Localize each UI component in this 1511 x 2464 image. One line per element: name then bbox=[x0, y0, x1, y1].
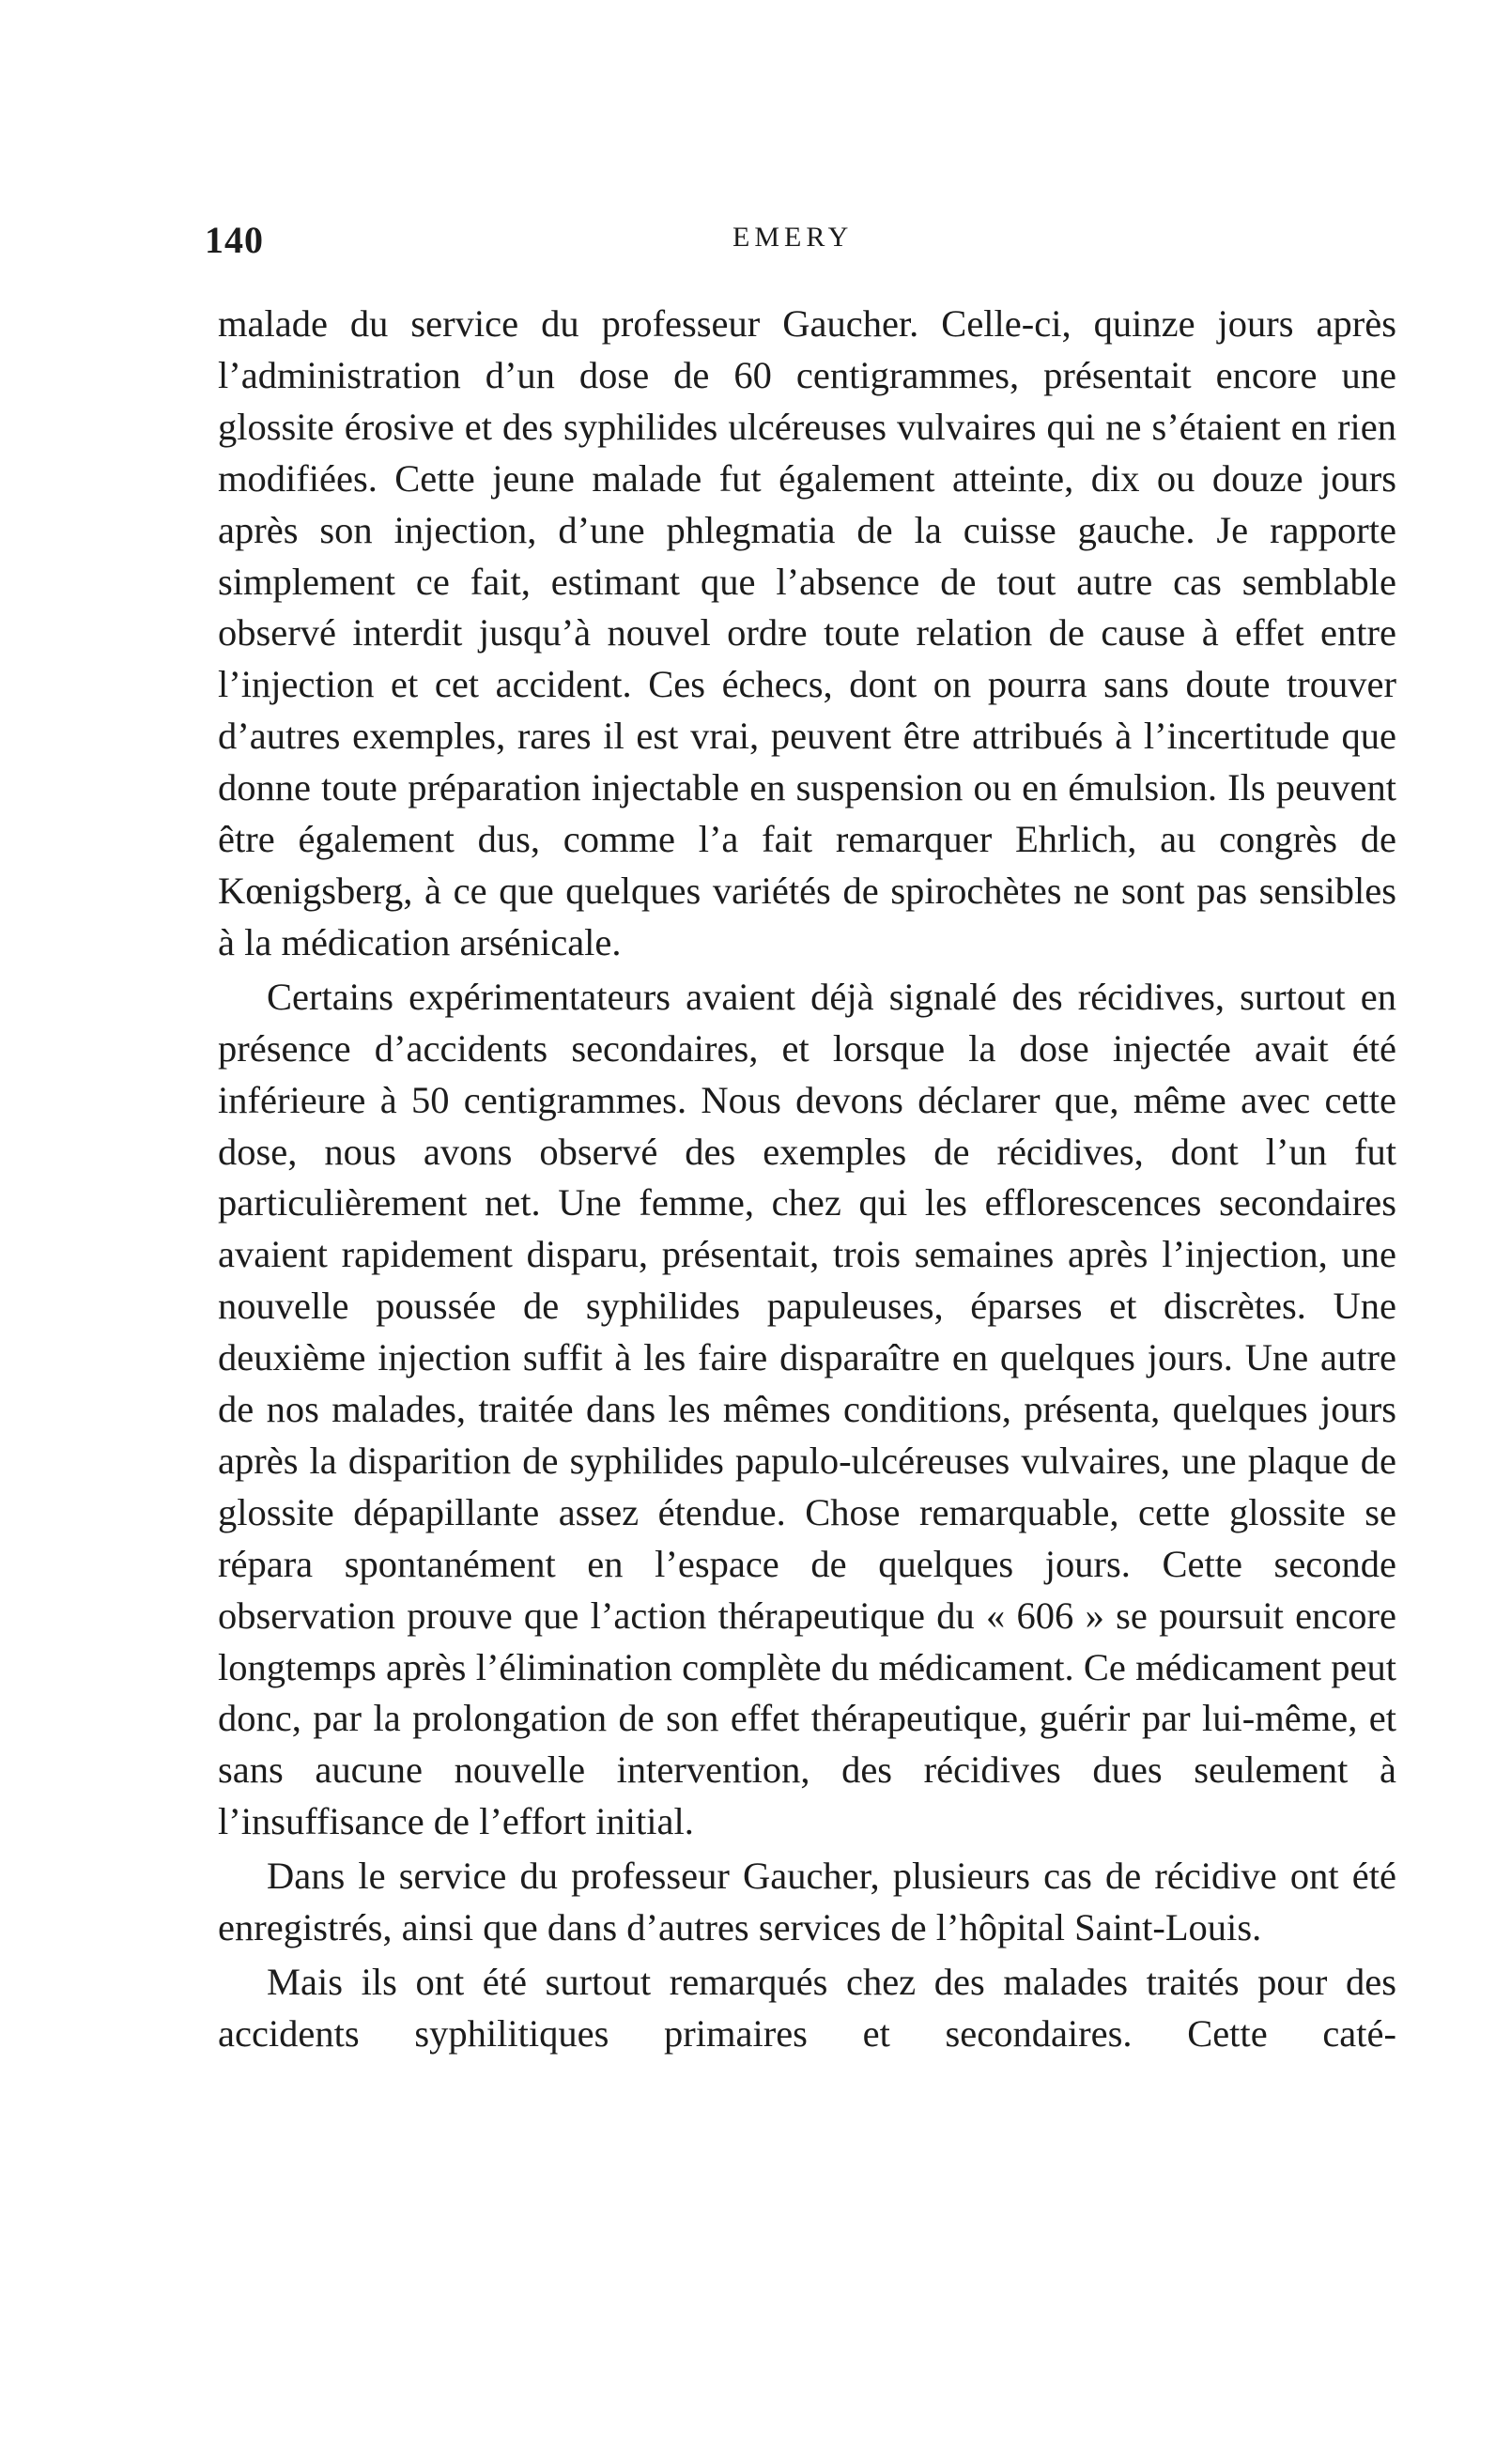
page-number: 140 bbox=[205, 219, 264, 261]
running-title: EMERY bbox=[732, 222, 854, 253]
paragraph-1: malade du service du professeur Gaucher. Celle-ci, quinze jours après l’administration d’un dose de 60 centigrammes, présentait encore une glossite érosive et des syphilides ulcéreuses vulvaires qui ne s’étaient en rien modifiées. Cette jeune malade fut également atteinte, dix ou douze jours après son injection, d’une phlegmatia de la cuisse gauche. Je rapporte simplement ce fait, estimant que l’absence de tout autre cas semblable observé interdit jusqu’à nouvel ordre toute relation de cause à effet entre l’injection et cet accident. Ces échecs, dont on pourra sans doute trouver d’autres exemples, rares il est vrai, peuvent être attribués à l’incertitude que donne toute préparation injectable en suspension ou en émulsion. Ils peuvent être également dus, comme l’a fait remarquer Ehrlich, au congrès de Kœnigsberg, à ce que quelques variétés de spirochètes ne sont pas sensibles à la médication arsénicale. bbox=[218, 302, 1396, 963]
body-text bbox=[218, 299, 1396, 2060]
paragraph-3: Dans le service du professeur Gaucher, plusieurs cas de récidive ont été enregistrés, ainsi que dans d’autres services de l’hôpital Saint-Louis. bbox=[218, 1855, 1396, 1949]
paragraph-4: Mais ils ont été surtout remarqués chez des malades traités pour des accidents syphilitiques primaires et secondaires. Cette caté- bbox=[218, 1961, 1396, 2055]
paragraph-2: Certains expérimentateurs avaient déjà signalé des récidives, surtout en présence d’accidents secondaires, et lorsque la dose injectée avait été inférieure à 50 centigrammes. Nous devons déclarer que, même avec cette dose, nous avons observé des exemples de récidives, dont l’un fut particulièrement net. Une femme, chez qui les efflorescences secondaires avaient rapidement disparu, présentait, trois semaines après l’injection, une nouvelle poussée de syphilides papuleuses, éparses et discrètes. Une deuxième injection suffit à les faire disparaître en quelques jours. Une autre de nos malades, traitée dans les mêmes conditions, présenta, quelques jours après la disparition de syphilides papulo-ulcéreuses vulvaires, une plaque de glossite dépapillante assez étendue. Chose remarquable, cette glossite se répara spontanément en l’espace de quelques jours. Cette seconde observation prouve que l’action thérapeutique du « 606 » se poursuit encore longtemps après l’élimination complète du médicament. Ce médicament peut donc, par la prolongation de son effet thérapeutique, guérir par lui-même, et sans aucune nouvelle intervention, des récidives dues seulement à l’insuffisance de l’effort initial. bbox=[218, 975, 1396, 1843]
